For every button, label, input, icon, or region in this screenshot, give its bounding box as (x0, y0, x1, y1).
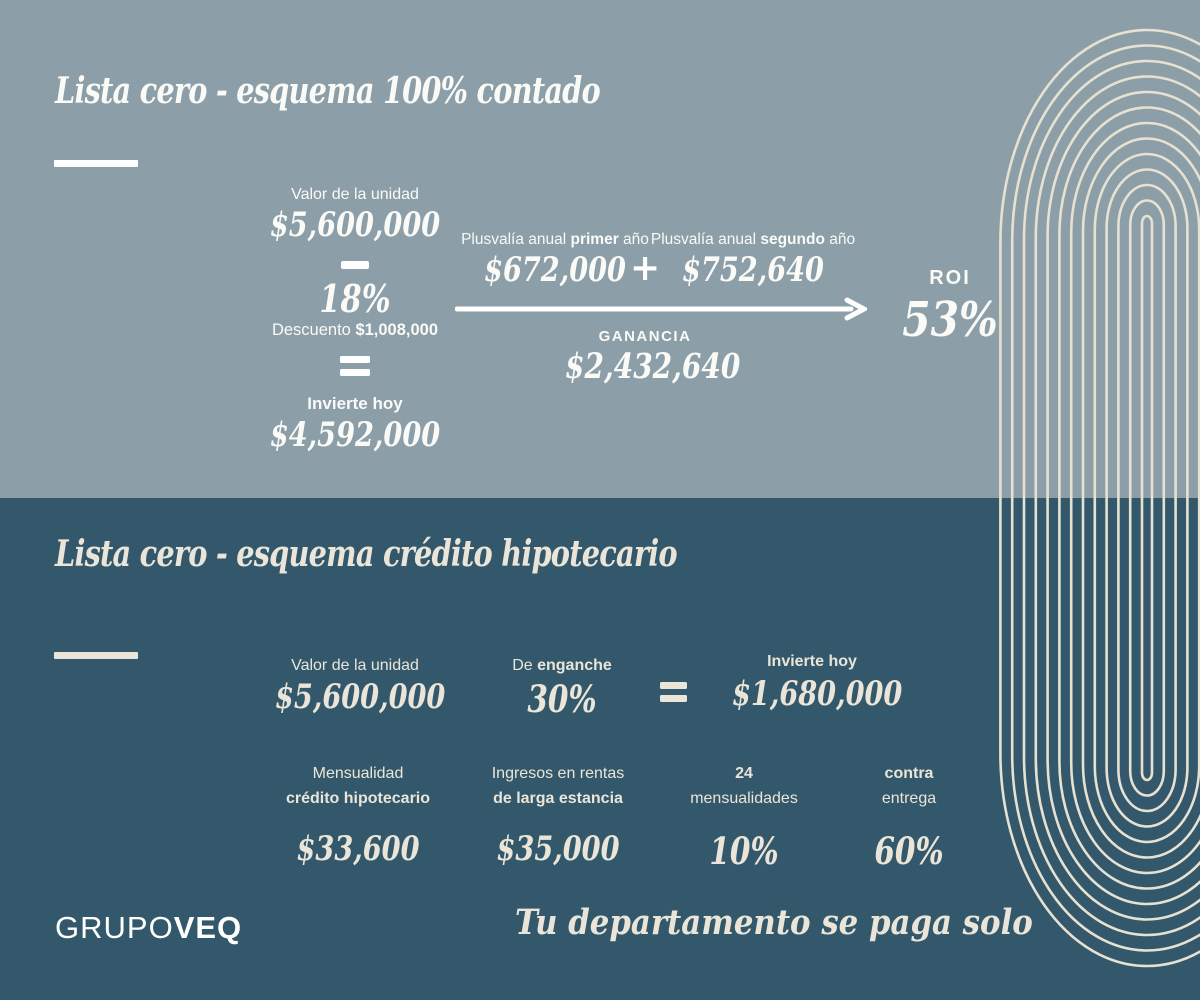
unit-value: $5,600,000 (269, 205, 441, 246)
invierte-hoy-label: Invierte hoy (767, 653, 857, 670)
brand-grupo: GRUPO (55, 910, 174, 945)
invest-value: $4,592,000 (269, 414, 441, 455)
roi-label: ROI (929, 267, 971, 289)
rentas-line2: de larga estancia (493, 790, 623, 808)
section-credito-title: Lista cero - esquema crédito hipotecario (55, 533, 677, 575)
discount-percent: 18% (319, 275, 391, 321)
mensualidad-line2: crédito hipotecario (285, 790, 431, 808)
plusvalia-year1-label: Plusvalía anual primer año (461, 231, 649, 248)
discount-amount: $1,008,000 (355, 321, 439, 340)
rentas-value: $35,000 (496, 829, 620, 870)
mensualidad-line1: Mensualidad (312, 765, 404, 782)
ganancia-label: GANANCIA (598, 328, 692, 345)
invest-label: Invierte hoy (307, 394, 403, 414)
plusvalia-year2-value: $752,640 (682, 249, 824, 290)
credito-unit-value: $5,600,000 (275, 677, 446, 718)
mensualidad-value: $33,600 (296, 829, 420, 870)
section-contado-title: Lista cero - esquema 100% contado (55, 70, 600, 112)
enganche-value: 30% (527, 677, 597, 722)
plusvalia-year2-label: Plusvalía anual segundo año (650, 231, 856, 248)
unit-label: Valor de la unidad (291, 186, 419, 203)
tagline: Tu departamento se paga solo (515, 902, 1033, 943)
brand-veq: VEQ (173, 910, 243, 945)
contra-entrega-value: 60% (874, 829, 944, 874)
roi-value: 53% (902, 292, 998, 348)
mensualidades-24-value: 10% (709, 829, 779, 874)
mensualidades-24-line2: mensualidades (690, 790, 798, 808)
plusvalia-year1-value: $672,000 (484, 249, 626, 290)
mensualidades-24-line1: 24 (735, 765, 753, 782)
invierte-hoy-value: $1,680,000 (732, 674, 903, 715)
contra-entrega-line1: contra (884, 765, 934, 782)
discount-label: Descuento (271, 321, 351, 340)
contra-entrega-line2: entrega (881, 790, 937, 808)
credito-unit-label: Valor de la unidad (291, 657, 419, 674)
ganancia-value: $2,432,640 (565, 346, 741, 387)
rentas-line1: Ingresos en rentas (491, 765, 625, 782)
enganche-label: De enganche (512, 657, 612, 674)
plus-sign: + (630, 247, 661, 289)
